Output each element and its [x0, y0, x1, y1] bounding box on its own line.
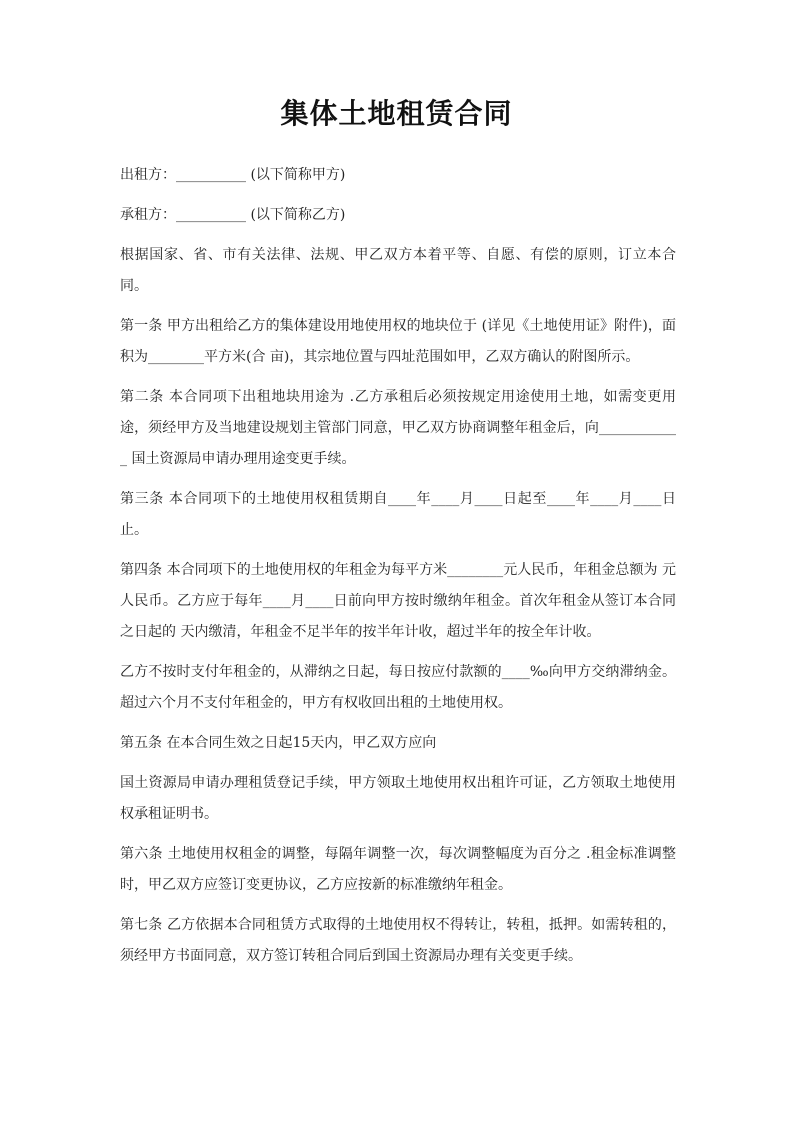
document-body	[120, 160, 676, 981]
document-title: 集体土地租赁合同	[280, 97, 513, 130]
article-3-paragraph: 第三条 本合同项下的土地使用权租赁期自____年____月____日起至____年____月____日止。	[120, 491, 676, 538]
article-6-paragraph: 第六条 土地使用权租金的调整，每隔年调整一次，每次调整幅度为百分之 .租金标准调整时，甲乙双方应签订变更协议，乙方应按新的标准缴纳年租金。	[120, 846, 676, 893]
article-5-paragraph: 第五条 在本合同生效之日起15天内，甲乙双方应向	[120, 735, 437, 751]
registration-paragraph: 国土资源局申请办理租赁登记手续，甲方领取土地使用权出租许可证，乙方领取土地使用权承租证明书。	[120, 775, 676, 822]
lessor-line: 出租方：__________ (以下简称甲方)	[120, 167, 346, 183]
article-1-paragraph: 第一条 甲方出租给乙方的集体建设用地使用权的地块位于 (详见《土地使用证》附件)，面积为________平方米(合 亩)，其宗地位置与四址范围如甲，乙双方确认的附图所示。	[120, 318, 676, 365]
article-4-paragraph: 第四条 本合同项下的土地使用权的年租金为每平方米________元人民币，年租金总额为 元人民币。乙方应于每年____月____日前向甲方按时缴纳年租金。首次年租金从签订本合同之日起的 天内缴清，年租金不足半年的按半年计收，超过半年的按全年计收。	[120, 562, 676, 640]
late-payment-paragraph: 乙方不按时支付年租金的，从滞纳之日起，每日按应付款额的____‰向甲方交纳滞纳金。超过六个月不支付年租金的，甲方有权收回出租的土地使用权。	[120, 664, 676, 711]
lessee-line: 承租方：__________ (以下简称乙方)	[120, 207, 346, 223]
article-7-paragraph: 第七条 乙方依据本合同租赁方式取得的土地使用权不得转让，转租，抵押。如需转租的，须经甲方书面同意，双方签订转租合同后到国土资源局办理有关变更手续。	[120, 917, 676, 964]
article-2-paragraph: 第二条 本合同项下出租地块用途为 .乙方承租后必须按规定用途使用土地，如需变更用途，须经甲方及当地建设规划主管部门同意，甲乙双方协商调整年租金后，向____________ 国土资源局申请办理用途变更手续。	[120, 389, 676, 467]
preamble-paragraph: 根据国家、省、市有关法律、法规、甲乙双方本着平等、自愿、有偿的原则，订立本合同。	[120, 247, 676, 294]
